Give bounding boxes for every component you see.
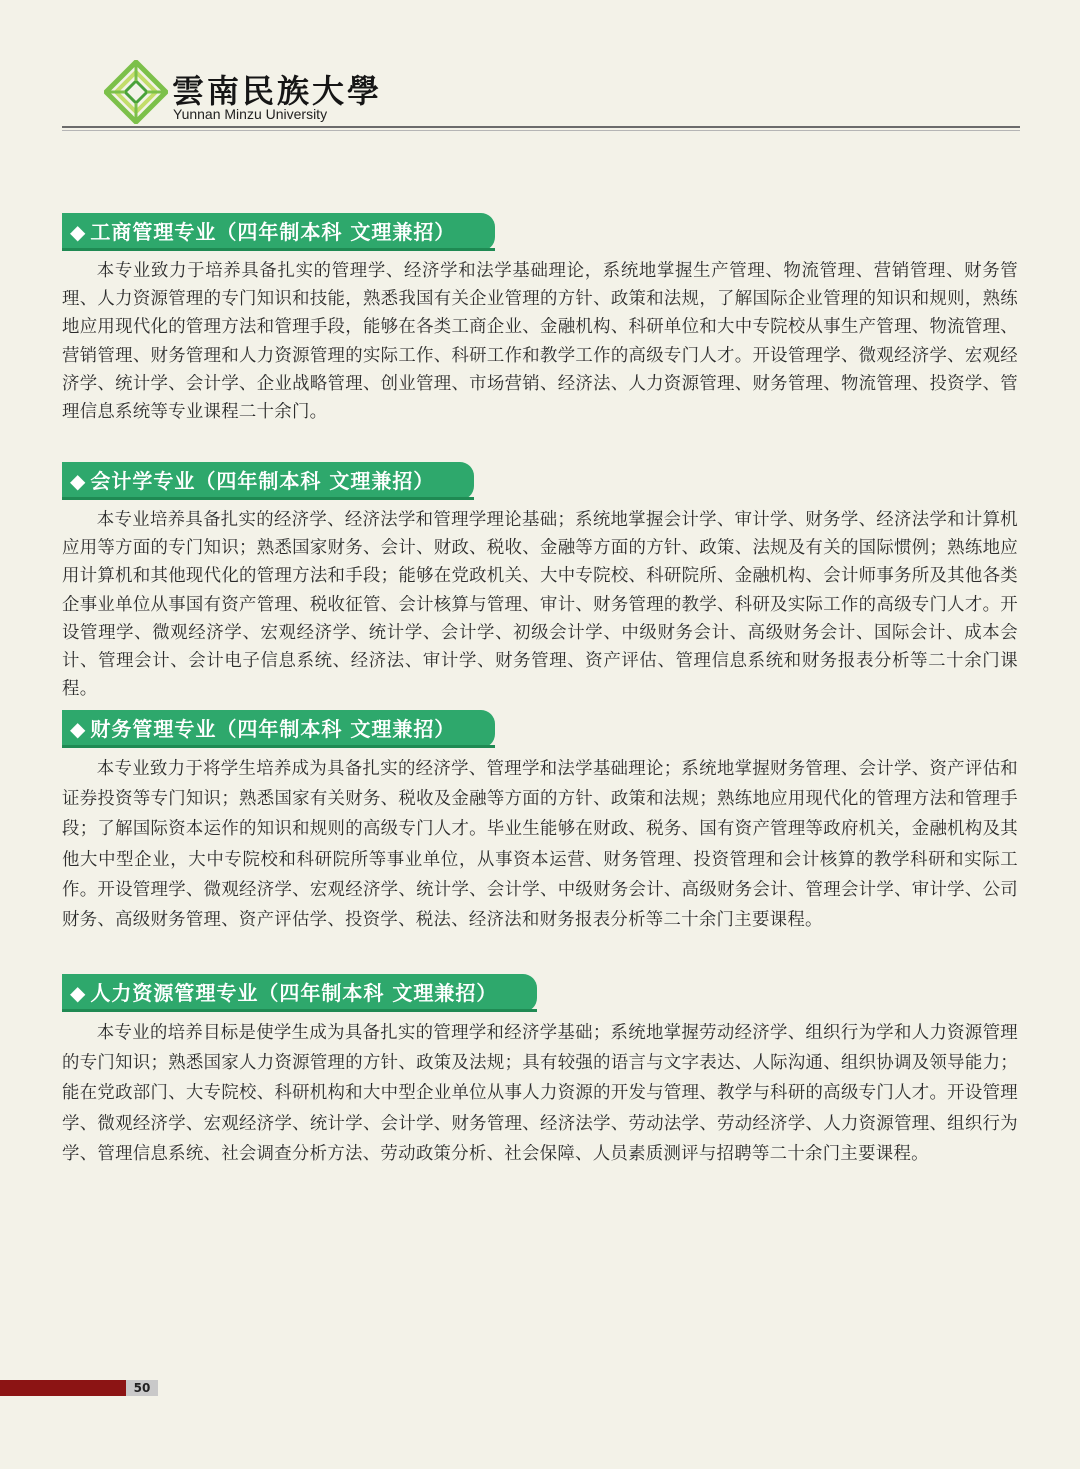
section-heading: [62, 974, 537, 1012]
section-business-administration: [62, 213, 1018, 426]
diamond-bullet-icon: ◆: [70, 981, 87, 1005]
section-heading: [62, 462, 474, 500]
section-financial-management: [62, 710, 1018, 935]
school-name-cn: 雲南民族大學: [172, 72, 383, 110]
section-title-text: 财务管理专业（四年制本科 文理兼招）: [90, 717, 456, 741]
section-title-text: 人力资源管理专业（四年制本科 文理兼招）: [90, 981, 498, 1005]
diamond-bullet-icon: ◆: [70, 717, 87, 741]
section-description: 本专业培养具备扎实的经济学、经济法学和管理学理论基础；系统地掌握会计学、审计学、财务学、经济法学和计算机应用等方面的专门知识；熟悉国家财务、会计、财政、税收、金融等方面的方针、政策、法规及有关的国际惯例；熟练地应用计算机和其他现代化的管理方法和手段；能够在党政机关、大中专院校、科研院所、金融机构、会计师事务所及其他各类企事业单位从事国有资产管理、税收征管、会计核算与管理、审计、财务管理的教学、科研及实际工作的高级专门人才。开设管理学、微观经济学、宏观经济学、统计学、会计学、初级会计学、中级财务会计、高级财务会计、国际会计、成本会计、管理会计、会计电子信息系统、经济法、审计学、财务管理、资产评估、管理信息系统和财务报表分析等二十余门课程。: [62, 510, 1018, 700]
diamond-bullet-icon: ◆: [70, 469, 87, 493]
school-name-en: Yunnan Minzu University: [173, 106, 328, 122]
section-description: 本专业的培养目标是使学生成为具备扎实的管理学和经济学基础；系统地掌握劳动经济学、组织行为学和人力资源管理的专门知识；熟悉国家人力资源管理的方针、政策及法规；具有较强的语言与文字表达、人际沟通、组织协调及领导能力；能在党政部门、大专院校、科研机构和大中型企业单位从事人力资源的开发与管理、教学与科研的高级专门人才。开设管理学、微观经济学、宏观经济学、统计学、会计学、财务管理、经济法学、劳动法学、劳动经济学、人力资源管理、组织行为学、管理信息系统、社会调查分析方法、劳动政策分析、社会保障、人员素质测评与招聘等二十余门主要课程。: [62, 1023, 1018, 1164]
section-title-text: 工商管理专业（四年制本科 文理兼招）: [90, 220, 456, 244]
footer-accent-bar: [0, 1380, 126, 1396]
section-human-resource-management: [62, 974, 1018, 1169]
diamond-bullet-icon: ◆: [70, 220, 87, 244]
page-number: 50: [126, 1380, 158, 1396]
header-divider-thin: [62, 130, 1020, 131]
section-description: 本专业致力于培养具备扎实的管理学、经济学和法学基础理论，系统地掌握生产管理、物流管理、营销管理、财务管理、人力资源管理的专门知识和技能，熟悉我国有关企业管理的方针、政策和法规，了解国际企业管理的知识和规则，熟练地应用现代化的管理方法和管理手段，能够在各类工商企业、金融机构、科研单位和大中专院校从事生产管理、物流管理、营销管理、财务管理和人力资源管理的实际工作、科研工作和教学工作的高级专门人才。开设管理学、微观经济学、宏观经济学、统计学、会计学、企业战略管理、创业管理、市场营销、经济法、人力资源管理、财务管理、物流管理、投资学、管理信息系统等专业课程二十余门。: [62, 261, 1018, 423]
section-title-text: 会计学专业（四年制本科 文理兼招）: [90, 469, 435, 493]
section-accounting: [62, 462, 1018, 703]
section-description: 本专业致力于将学生培养成为具备扎实的经济学、管理学和法学基础理论；系统地掌握财务管理、会计学、资产评估和证券投资等专门知识；熟悉国家有关财务、税收及金融等方面的方针、政策和法规；熟练地应用现代化的管理方法和管理手段；了解国际资本运作的知识和规则的高级专门人才。毕业生能够在财政、税务、国有资产管理等政府机关，金融机构及其他大中型企业，大中专院校和科研院所等事业单位，从事资本运营、财务管理、投资管理和会计核算的教学科研和实际工作。开设管理学、微观经济学、宏观经济学、统计学、会计学、中级财务会计、高级财务会计、管理会计学、审计学、公司财务、高级财务管理、资产评估学、投资学、税法、经济法和财务报表分析等二十余门主要课程。: [62, 759, 1018, 931]
header-divider: [62, 126, 1020, 128]
section-heading: [62, 213, 495, 251]
section-heading: [62, 710, 495, 748]
knot-pattern-icon: [104, 60, 168, 124]
